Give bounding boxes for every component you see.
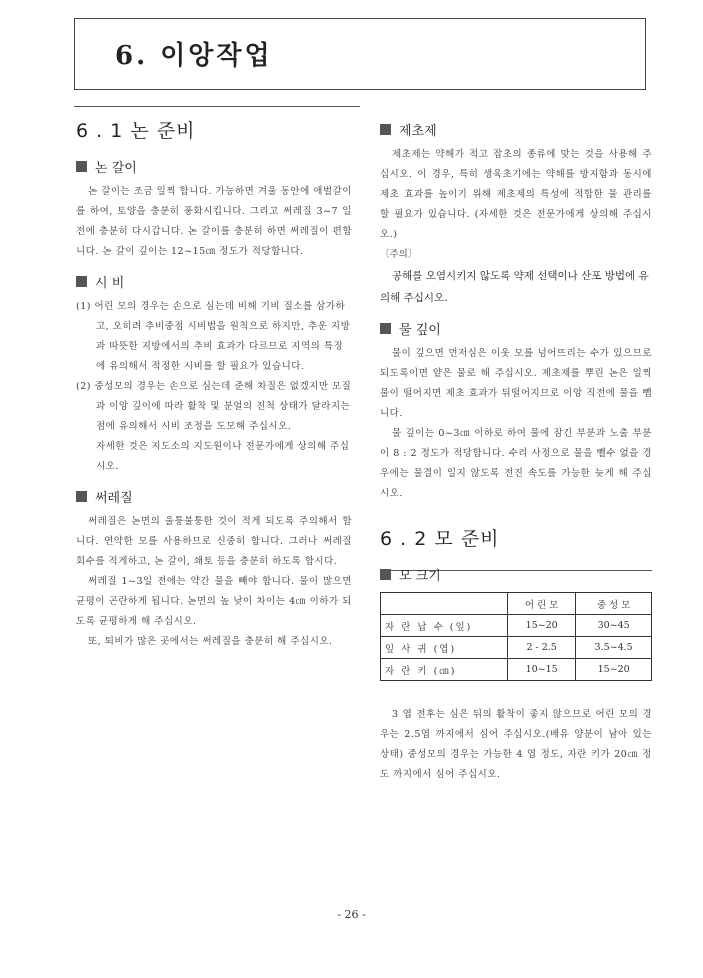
water-paragraph-1: 물이 깊으면 먼저심은 이웃 모를 넘어뜨리는 수가 있으므로 되도록이면 얕은 물로 해 주십시오. 제초제를 뿌린 논은 일찍 물이 떨어지면 제초 효과가 뒤떨어지므로 이앙 직전에 물을 뺍니다. (380, 348, 652, 419)
table-header-cell: 중 성 모 (576, 593, 652, 615)
water-paragraph-2: 물 깊이는 0~3㎝ 이하로 하여 물에 잠긴 부분과 노출 부분이 8 : 2 정도가 적당합니다. 수리 사정으로 물을 뺄수 없을 경우에는 물결이 일지 않도록 전진 속도를 가능한 늦게 해 주십시오. (380, 428, 652, 499)
fertilizer-item-2: (2) 중성모의 경우는 손으로 심는데 준해 차질은 없겠지만 모질과 이앙 깊이에 따라 활착 및 분얼의 진척 상태가 달라지는 점에 유의해서 시비 조정을 도모해 주십시오. (76, 381, 352, 432)
chapter-title-box (74, 18, 646, 90)
chapter-title: 6. 이앙작업 (115, 41, 273, 71)
subheading-seedling-size-label: 모 크기 (399, 569, 441, 584)
subheading-fertilizer-label: 시 비 (95, 276, 125, 291)
table-cell: 15~20 (508, 615, 576, 637)
table-header-cell: 어 린 모 (508, 593, 576, 615)
subheading-tilling (76, 157, 352, 176)
subheading-seedling-size (380, 565, 652, 584)
square-bullet-icon (76, 491, 87, 502)
square-bullet-icon (380, 569, 391, 580)
table-row (381, 659, 652, 681)
table-header-row (381, 593, 652, 615)
harrowing-paragraph-2: 써레질 1~3일 전에는 약간 물을 빼야 합니다. 물이 많으면 균평이 곤란하게 됩니다. 논면의 높 낮이 차이는 4㎝ 이하가 되도록 균평하게 해 주십시오. (76, 576, 352, 627)
subheading-water-depth-label: 물 깊이 (399, 323, 441, 338)
fertilizer-item-1: (1) 어린 모의 경우는 손으로 심는데 비해 기비 질소를 삼가하고, 오히려 추비중점 시비법을 원칙으로 하지만, 추운 지방과 따뜻한 지방에서의 추비 효과가 다르므로 지역의 특징에 유의해서 적정한 시비를 할 필요가 있습니다. (76, 301, 351, 372)
subheading-harrowing-label: 써레질 (95, 491, 133, 506)
table-cell: 3.5~4.5 (576, 637, 652, 659)
subheading-water-depth (380, 319, 652, 338)
subheading-herbicide-label: 제초제 (399, 124, 437, 139)
table-cell: 30~45 (576, 615, 652, 637)
table-cell: 2 - 2.5 (508, 637, 576, 659)
subheading-fertilizer (76, 272, 352, 291)
subheading-herbicide (380, 120, 652, 139)
table-cell: 15~20 (576, 659, 652, 681)
harrowing-paragraph-3: 또, 퇴비가 많은 곳에서는 써레질을 충분히 해 주십시오. (88, 636, 333, 647)
fertilizer-note: 자세한 것은 지도소의 지도원이나 전문가에게 상의해 주십시오. (96, 441, 350, 472)
table-cell: 자 란 키 (㎝) (381, 659, 508, 681)
section-title-field-prep: 6 . 1 논 준비 (76, 120, 196, 142)
harrowing-paragraph-1: 써레질은 논면의 울퉁불퉁한 것이 적게 되도록 주의해서 합니다. 연약한 모를 사용하므로 신중히 합니다. 그러나 써레질 회수를 적게하고, 논 갈이, 쇄토 등을 충분히 하도록 합시다. (76, 516, 352, 567)
tilling-paragraph: 논 갈이는 조금 일찍 합니다. 가능하면 겨울 동안에 애벌갈이를 하여, 토양을 충분히 풍화시킵니다. 그리고 써레질 3~7 일전에 충분히 다시갑니다. 논 갈이를 충분히 하면 써레질이 편합니다. 논 갈이 깊이는 12~15㎝ 정도가 적당합니다. (76, 186, 352, 257)
square-bullet-icon (76, 161, 87, 172)
herbicide-paragraph: 제초제는 약해가 적고 잡초의 종류에 맞는 것을 사용해 주십시오. 이 경우, 특히 생육초기에는 약해를 방지함과 동시에 제초 효과를 높이기 위해 제초제의 특성에 적합한 물 관리를 할 필요가 있습니다. (자세한 것은 전문가에게 상의해 주십시오.) (380, 149, 652, 240)
table-row (381, 615, 652, 637)
subheading-tilling-label: 논 갈이 (95, 161, 137, 176)
square-bullet-icon (76, 276, 87, 287)
left-column (76, 116, 352, 652)
page-number: - 26 - (337, 908, 366, 921)
section-title-seedling-prep: 6 . 2 모 준비 (380, 528, 500, 550)
table-cell: 10~15 (508, 659, 576, 681)
subheading-harrowing (76, 487, 352, 506)
table-header-cell (381, 593, 508, 615)
square-bullet-icon (380, 323, 391, 334)
right-column (380, 120, 652, 785)
table-cell: 자 란 납 수 (잎) (381, 615, 508, 637)
square-bullet-icon (380, 124, 391, 135)
section-rule-left (74, 106, 360, 107)
table-cell: 잎 사 귀 (엽) (381, 637, 508, 659)
seedling-size-table (380, 592, 652, 681)
seedling-paragraph: 3 엽 전후는 심은 뒤의 활착이 좋지 않으므로 어린 모의 경우는 2.5엽 까지에서 심어 주십시오.(배유 양분이 남아 있는 상태) 중성모의 경우는 가능한 4 엽 정도, 자란 키가 20㎝ 정도 까지에서 심어 주십시오. (380, 709, 652, 780)
table-row (381, 637, 652, 659)
caution-text: 공해를 오염시키지 않도록 약제 선택이나 산포 방법에 유의해 주십시오. (380, 270, 649, 304)
caution-label: 〔주의〕 (380, 249, 418, 260)
